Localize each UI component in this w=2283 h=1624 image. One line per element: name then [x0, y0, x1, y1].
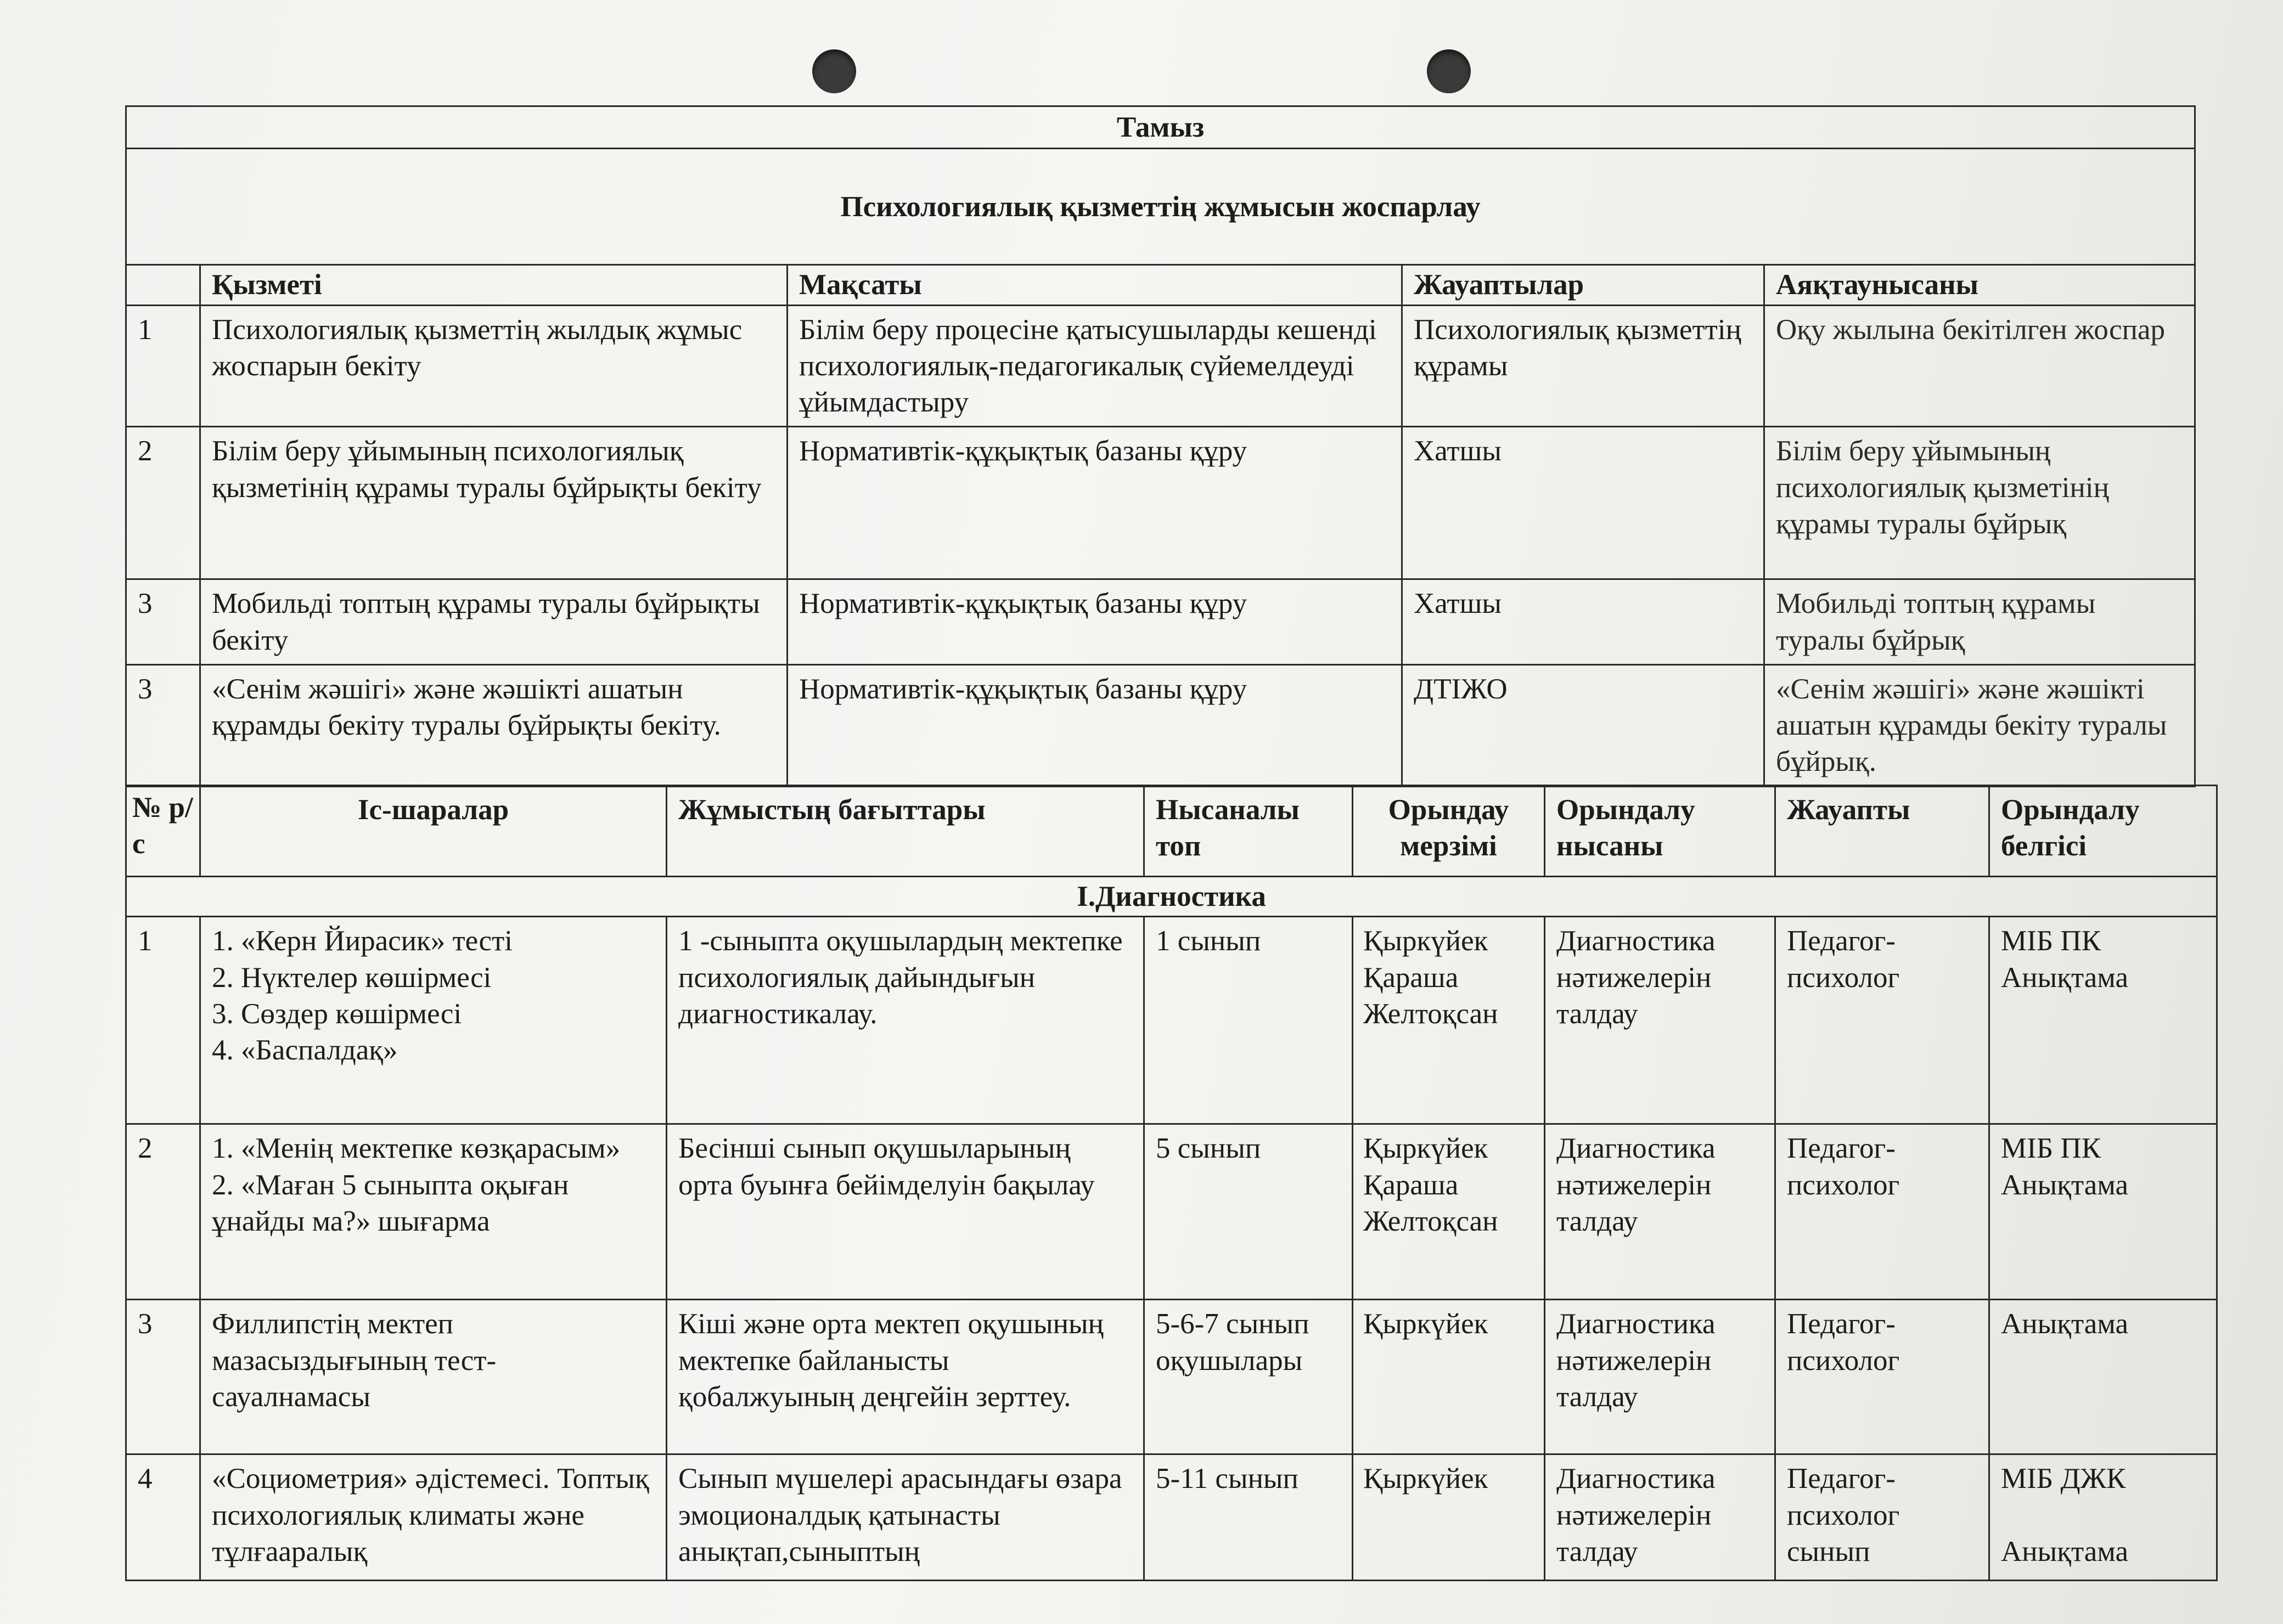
- punch-hole-left: [812, 49, 856, 93]
- directions-cell: 1 -сыныпта оқушылардың мектепке психологиялық дайындығын диагностикалау.: [667, 917, 1144, 1124]
- goal-cell: Білім беру процесіне қатысушыларды кешенді психологиялық-педагогикалық сүйемелдеуді ұйымдастыру: [788, 305, 1402, 427]
- row-number: 1: [126, 917, 200, 1124]
- target-cell: 5-6-7 сынып оқушылары: [1144, 1300, 1353, 1454]
- row-number: 1: [126, 305, 200, 427]
- form-cell: Диагностика нәтижелерін талдау: [1545, 1124, 1775, 1300]
- row-number: 4: [126, 1454, 200, 1581]
- responsible-cell: Педагог-психолог: [1775, 1300, 1989, 1454]
- directions-cell: Бесінші сынып оқушыларының орта буынға бейімделуін бақылау: [667, 1124, 1144, 1300]
- header-cell: Орындалу белгісі: [1989, 786, 2217, 877]
- responsible-cell: Педагог-психолог сынып: [1775, 1454, 1989, 1581]
- form-cell: Мобильді топтың құрамы туралы бұйрық: [1764, 579, 2195, 665]
- deadline-cell: Қыркүйек: [1353, 1300, 1545, 1454]
- responsible-cell: Хатшы: [1402, 427, 1764, 579]
- header-cell: Орындалу нысаны: [1545, 786, 1775, 877]
- responsible-cell: ДТІЖО: [1402, 664, 1764, 786]
- header-cell: Жауаптылар: [1402, 265, 1764, 305]
- header-cell: Мақсаты: [788, 265, 1402, 305]
- form-cell: Білім беру ұйымының психологиялық қызметінің құрамы туралы бұйрық: [1764, 427, 2195, 579]
- responsible-cell: Хатшы: [1402, 579, 1764, 665]
- header-cell: [126, 265, 200, 305]
- table-row: [126, 305, 2195, 427]
- table-row: [126, 427, 2195, 579]
- mark-cell: Анықтама: [1989, 1300, 2217, 1454]
- deadline-cell: Қыркүйек: [1353, 1454, 1545, 1581]
- header-row: [126, 786, 2217, 877]
- target-cell: 1 сынып: [1144, 917, 1353, 1124]
- row-number: 2: [126, 1124, 200, 1300]
- form-cell: Диагностика нәтижелерін талдау: [1545, 917, 1775, 1124]
- section-heading: І.Диагностика: [126, 877, 2217, 917]
- form-cell: Оқу жылына бекітілген жоспар: [1764, 305, 2195, 427]
- goal-cell: Нормативтік-құқықтық базаны құру: [788, 664, 1402, 786]
- responsible-cell: Педагог-психолог: [1775, 1124, 1989, 1300]
- form-cell: Диагностика нәтижелерін талдау: [1545, 1300, 1775, 1454]
- row-number: 3: [126, 1300, 200, 1454]
- directions-cell: Кіші және орта мектеп оқушының мектепке байланысты қобалжуының деңгейін зерттеу.: [667, 1300, 1144, 1454]
- events-cell: «Социометрия» әдістемесі. Топтық психологиялық климаты және тұлғааралық: [200, 1454, 667, 1581]
- diagnostics-plan-table: [125, 785, 2218, 1581]
- service-plan-table: [125, 105, 2196, 787]
- row-number: 3: [126, 579, 200, 665]
- events-cell: Филлипстің мектеп мазасыздығының тест-сауалнамасы: [200, 1300, 667, 1454]
- table-row: [126, 579, 2195, 665]
- table-row: [126, 917, 2217, 1124]
- header-cell: Жауапты: [1775, 786, 1989, 877]
- deadline-cell: Қыркүйек Қараша Желтоқсан: [1353, 917, 1545, 1124]
- service-cell: Психологиялық қызметтің жылдық жұмыс жоспарын бекіту: [200, 305, 788, 427]
- service-cell: «Сенім жәшігі» және жәшікті ашатын құрамды бекіту туралы бұйрықты бекіту.: [200, 664, 788, 786]
- table-row: [126, 664, 2195, 786]
- target-cell: 5-11 сынып: [1144, 1454, 1353, 1581]
- mark-cell: МІБ ДЖК Анықтама: [1989, 1454, 2217, 1581]
- goal-cell: Нормативтік-құқықтық базаны құру: [788, 579, 1402, 665]
- goal-cell: Нормативтік-құқықтық базаны құру: [788, 427, 1402, 579]
- target-cell: 5 сынып: [1144, 1124, 1353, 1300]
- service-cell: Мобильді топтың құрамы туралы бұйрықты бекіту: [200, 579, 788, 665]
- service-cell: Білім беру ұйымының психологиялық қызметінің құрамы туралы бұйрықты бекіту: [200, 427, 788, 579]
- header-cell: Орындау мерзімі: [1353, 786, 1545, 877]
- form-cell: «Сенім жәшігі» және жәшікті ашатын құрамды бекіту туралы бұйрық.: [1764, 664, 2195, 786]
- page-title: Психологиялық қызметтің жұмысын жоспарлау: [126, 149, 2195, 265]
- header-cell: Қызметі: [200, 265, 788, 305]
- mark-cell: МІБ ПК Анықтама: [1989, 917, 2217, 1124]
- row-number: 2: [126, 427, 200, 579]
- deadline-cell: Қыркүйек Қараша Желтоқсан: [1353, 1124, 1545, 1300]
- header-cell: Аяқтаунысаны: [1764, 265, 2195, 305]
- table-row: [126, 1454, 2217, 1581]
- header-cell: № р/с: [126, 786, 200, 877]
- table-row: [126, 1124, 2217, 1300]
- header-cell: Жұмыстың бағыттары: [667, 786, 1144, 877]
- month-heading: Тамыз: [126, 106, 2195, 149]
- row-number: 3: [126, 664, 200, 786]
- mark-cell: МІБ ПК Анықтама: [1989, 1124, 2217, 1300]
- form-cell: Диагностика нәтижелерін талдау: [1545, 1454, 1775, 1581]
- directions-cell: Сынып мүшелері арасындағы өзара эмоционалдық қатынасты анықтап,сыныптың: [667, 1454, 1144, 1581]
- responsible-cell: Психологиялық қызметтің құрамы: [1402, 305, 1764, 427]
- table-row: [126, 1300, 2217, 1454]
- header-cell: Нысаналы топ: [1144, 786, 1353, 877]
- events-cell: 1. «Менің мектепке көзқарасым» 2. «Маған 5 сыныпта оқыған ұнайды ма?» шығарма: [200, 1124, 667, 1300]
- events-cell: 1. «Керн Йирасик» тесті 2. Нүктелер көшірмесі 3. Сөздер көшірмесі 4. «Баспалдақ»: [200, 917, 667, 1124]
- header-cell: Іс-шаралар: [200, 786, 667, 877]
- punch-hole-right: [1427, 49, 1471, 93]
- responsible-cell: Педагог-психолог: [1775, 917, 1989, 1124]
